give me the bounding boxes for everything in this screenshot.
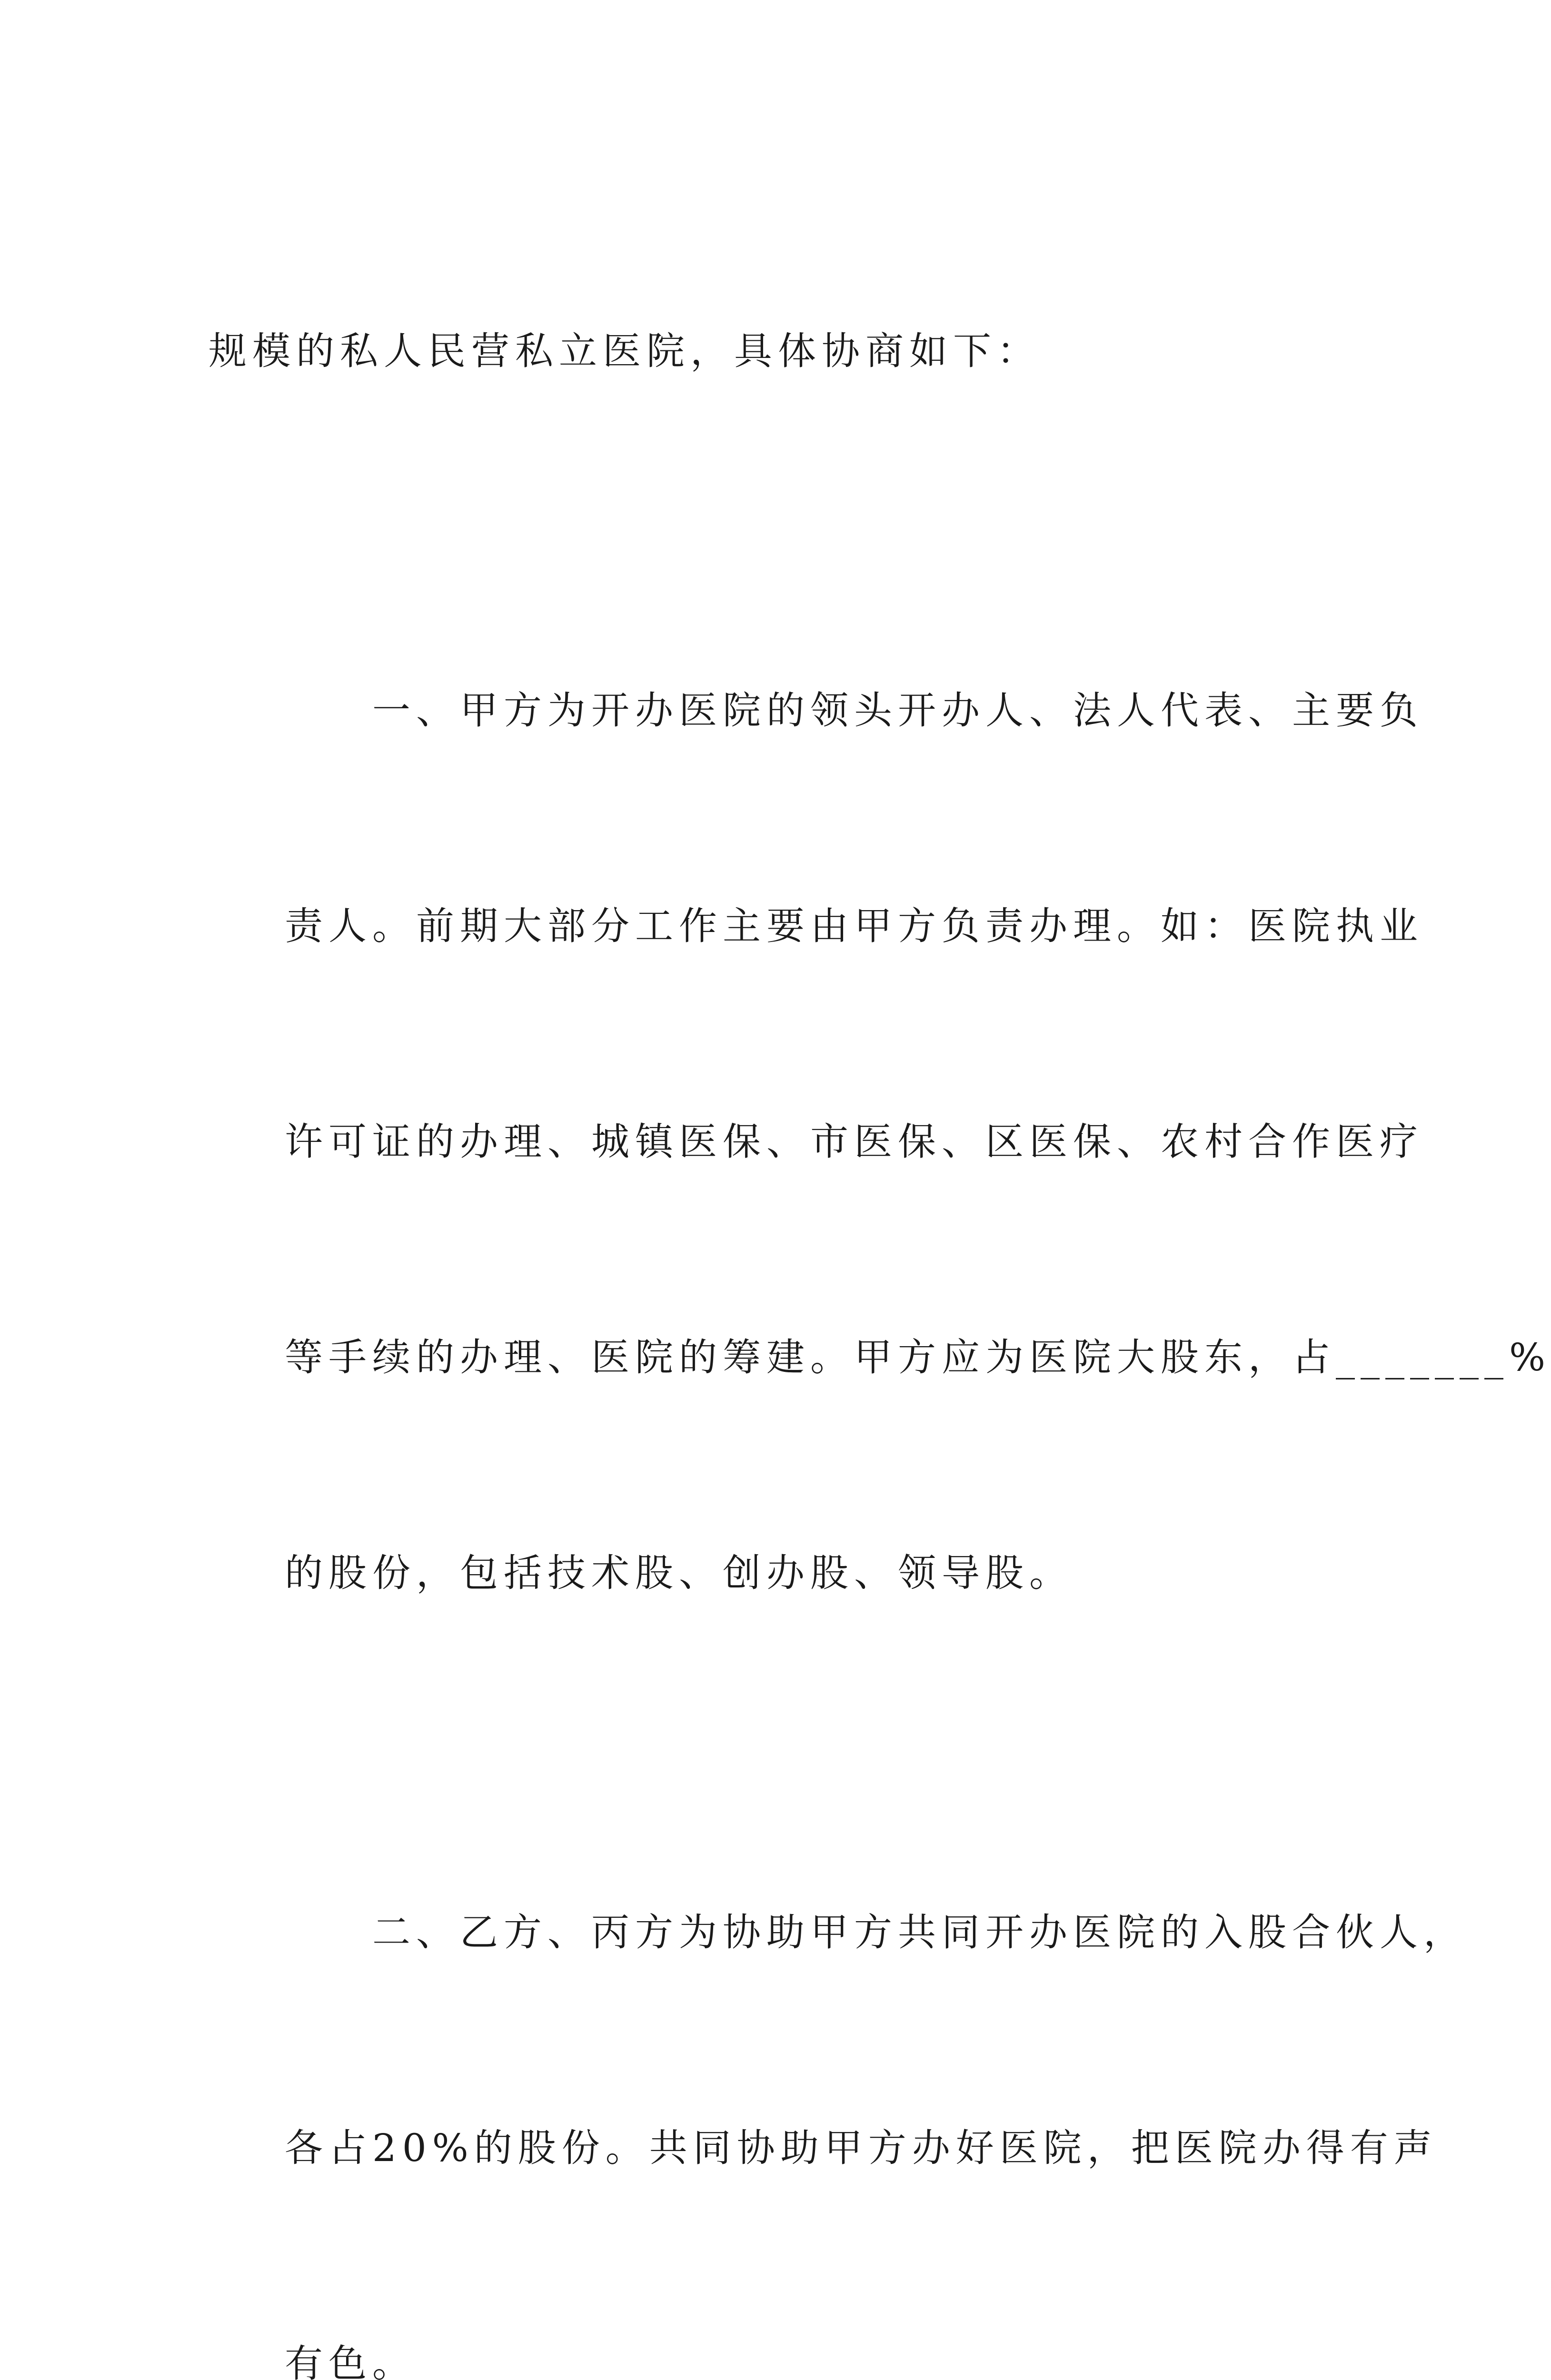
text-line: 的股份，包括技术股、创办股、领导股。 [285,1551,1073,1595]
paragraph-clause-2 [209,1753,1467,2380]
paragraph-clause-1 [209,531,1551,1753]
text-line: 各占20%的股份。共同协助甲方办好医院，把医院办得有声 [285,2126,1438,2170]
text-line: 许可证的办理、城镇医保、市医保、区医保、农村合作医疗 [285,1120,1423,1164]
text-line: 一、甲方为开办医院的领头开办人、法人代表、主要负 [372,688,1423,733]
text-line: 等手续的办理、医院的筹建。甲方应为医院大股东，占_______% [285,1335,1551,1379]
paragraph-intro [209,171,1184,531]
text-line: 规模的私人民营私立医院，具体协商如下： [209,329,1041,373]
text-line: 二、乙方、丙方为协助甲方共同开办医院的入股合伙人， [372,1910,1467,1954]
document-body [209,171,1551,2380]
text-line: 有色。 [285,2341,416,2380]
text-line: 责人。前期大部分工作主要由甲方负责办理。如：医院执业 [285,904,1423,948]
